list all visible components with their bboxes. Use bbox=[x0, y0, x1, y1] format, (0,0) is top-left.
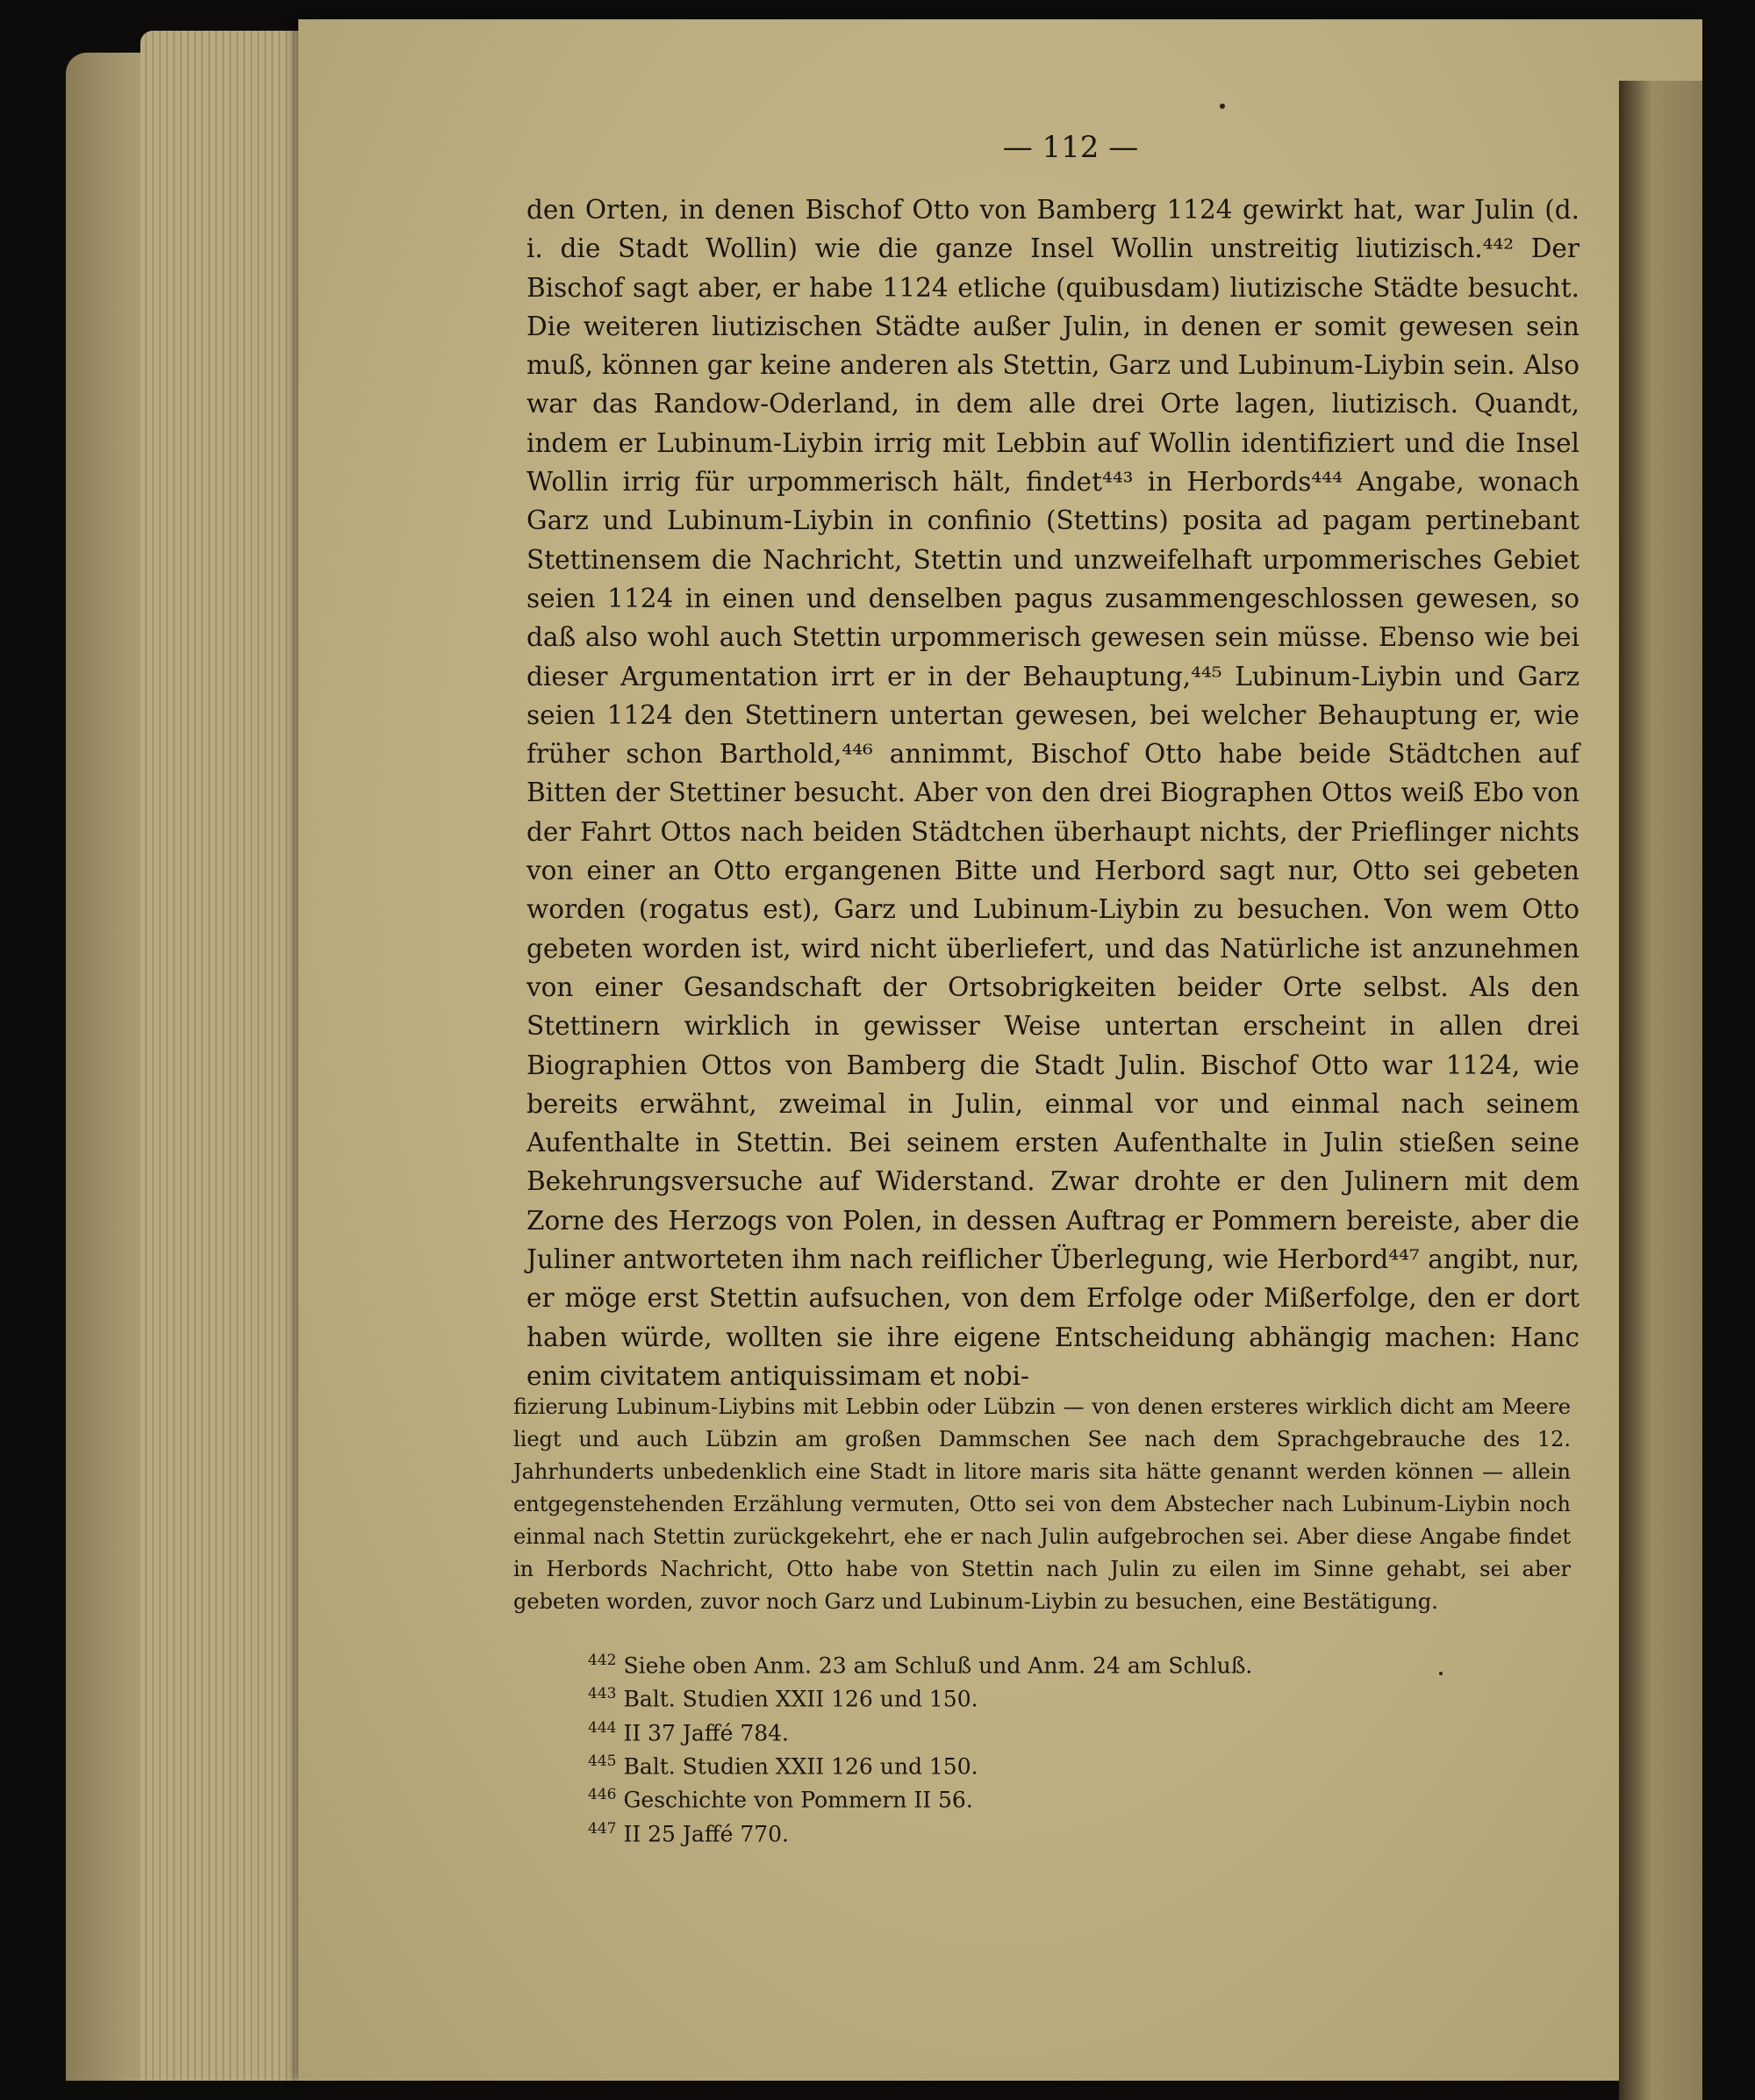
footnote-text: Geschichte von Pommern II 56. bbox=[623, 1787, 973, 1813]
footnote-number: 444 bbox=[588, 1718, 617, 1737]
paper-speck bbox=[1220, 104, 1225, 109]
footnote-number: 447 bbox=[588, 1819, 617, 1838]
footnote-number: 442 bbox=[588, 1652, 617, 1669]
footnote bbox=[588, 1680, 1553, 1713]
footnote bbox=[588, 1714, 1553, 1747]
footnote bbox=[588, 1815, 1553, 1848]
footnote-continuation-block bbox=[513, 1391, 1571, 1618]
footnote-text: II 25 Jaffé 770. bbox=[623, 1820, 790, 1846]
footnote-text: II 37 Jaffé 784. bbox=[623, 1719, 790, 1745]
book-gutter bbox=[1619, 81, 1702, 2100]
footnote-text: Siehe oben Anm. 23 am Schluß und Anm. 24 am Schluß. bbox=[623, 1652, 1253, 1679]
footnote bbox=[588, 1781, 1553, 1814]
footnote bbox=[588, 1747, 1553, 1781]
footnote-number: 443 bbox=[588, 1685, 617, 1703]
page-number: — 112 — bbox=[1002, 130, 1139, 165]
footnote-text: Balt. Studien XXII 126 und 150. bbox=[623, 1686, 978, 1712]
footnote-number: 446 bbox=[588, 1786, 617, 1804]
footnote-number: 445 bbox=[588, 1752, 617, 1770]
footnote-list bbox=[588, 1646, 1553, 1848]
footnote bbox=[588, 1646, 1553, 1680]
body-paragraph: den Orten, in denen Bischof Otto von Bamberg 1124 gewirkt hat, war Julin (d. i. die Stadt Wollin) wie die ganze Insel Wollin unstreitig liutizisch.⁴⁴² Der Bischof sagt aber, er habe 1124 etliche (quibusdam) liutizische Städte besucht. Die weiteren liutizischen Städte außer Julin, in denen er somit gewesen sein muß, können gar keine anderen als Stettin, Garz und Lubinum-Liybin sein. Also war das Randow-Oderland, in dem alle drei Orte lagen, liutizisch. Quandt, indem er Lubinum-Liybin irrig mit Lebbin auf Wollin identifiziert und die Insel Wollin irrig für urpommerisch hält, findet⁴⁴³ in Herbords⁴⁴⁴ Angabe, wonach Garz und Lubinum-Liybin in confinio (Stettins) posita ad pagam pertinebant Stettinensem die Nachricht, Stettin und unzweifelhaft urpommerisches Gebiet seien 1124 in einen und denselben pagus zusammengeschlossen gewesen, so daß also wohl auch Stettin urpommerisch gewesen sein müsse. Ebenso wie bei dieser Argumentation irrt er in der Behauptung,⁴⁴⁵ Lubinum-Liybin und Garz seien 1124 den Stettinern untertan gewesen, bei welcher Behauptung er, wie früher schon Barthold,⁴⁴⁶ annimmt, Bischof Otto habe beide Städtchen auf Bitten der Stettiner besucht. Aber von den drei Biographen Ottos weiß Ebo von der Fahrt Ottos nach beiden Städtchen überhaupt nichts, der Prieflinger nichts von einer an Otto ergangenen Bitte und Herbord sagt nur, Otto sei gebeten worden (rogatus est), Garz und Lubinum-Liybin zu besuchen. Von wem Otto gebeten worden ist, wird nicht überliefert, und das Natürliche ist anzunehmen von einer Gesandschaft der Ortsobrigkeiten beider Orte selbst. Als den Stettinern wirklich in gewisser Weise untertan erscheint in allen drei Biographien Ottos von Bamberg die Stadt Julin. Bischof Otto war 1124, wie bereits erwähnt, zweimal in Julin, einmal vor und einmal nach seinem Aufenthalte in Stettin. Bei seinem ersten Aufenthalte in Julin stießen seine Bekehrungsversuche auf Widerstand. Zwar drohte er den Julinern mit dem Zorne des Herzogs von Polen, in dessen Auftrag er Pommern bereiste, aber die Juliner antworteten ihm nach reiflicher Überlegung, wie Herbord⁴⁴⁷ angibt, nur, er möge erst Stettin aufsuchen, von dem Erfolge oder Mißerfolge, den er dort haben würde, wollten sie ihre eigene Entscheidung abhängig machen: Hanc enim civitatem antiquissimam et nobi- bbox=[526, 195, 1580, 1391]
main-text bbox=[526, 190, 1580, 1395]
footnote-continuation: fizierung Lubinum-Liybins mit Lebbin oder Lübzin — von denen ersteres wirklich dicht am Meere liegt und auch Lübzin am großen Dammschen See nach dem Sprachgebrauche des 12. Jahrhunderts unbedenklich eine Stadt in litore maris sita hätte genannt werden können — allein entgegenstehenden Erzählung vermuten, Otto sei von dem Abstecher nach Lubinum-Liybin noch einmal nach Stettin zurückgekehrt, ehe er nach Julin aufgebrochen sei. Aber diese Angabe findet in Herbords Nachricht, Otto habe von Stettin nach Julin zu eilen im Sinne gehabt, sei aber gebeten worden, zuvor noch Garz und Lubinum-Liybin zu besuchen, eine Bestätigung. bbox=[513, 1394, 1571, 1614]
footnote-text: Balt. Studien XXII 126 und 150. bbox=[623, 1753, 978, 1780]
